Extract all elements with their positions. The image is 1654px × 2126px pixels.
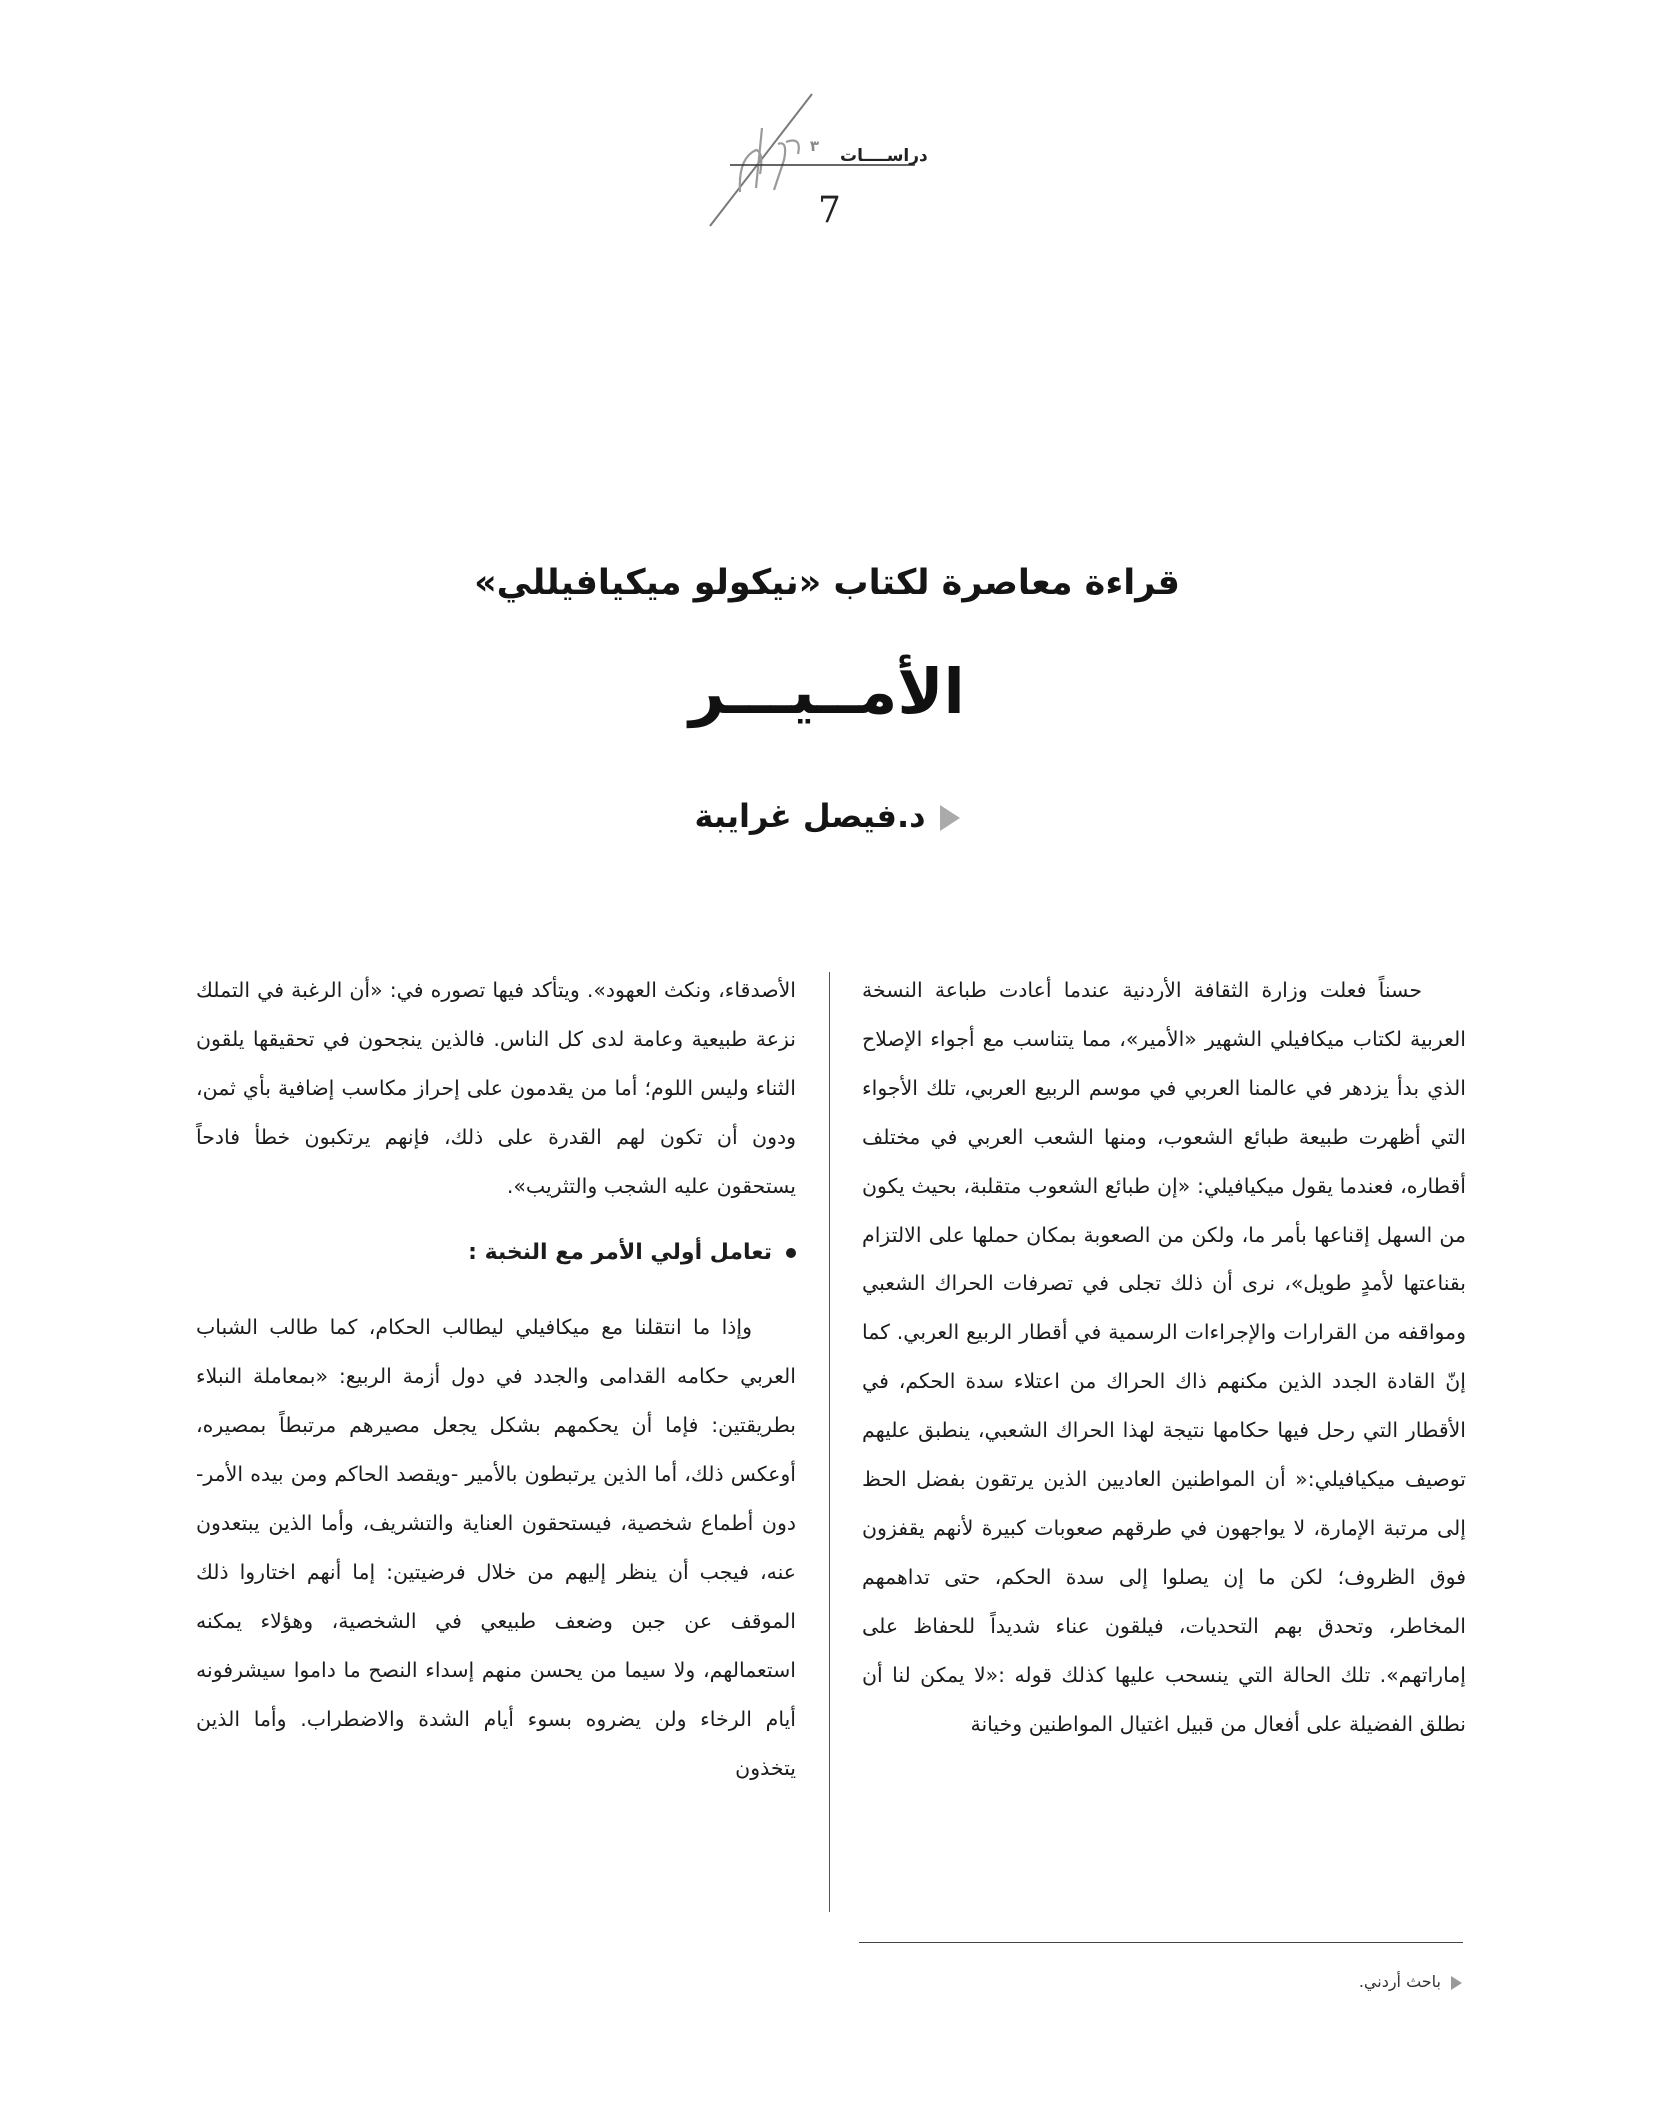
article-title: الأمــيـــر [689,655,965,728]
column-left [196,966,796,1793]
section-heading [196,1229,796,1278]
author-name: د.فيصل غرايبة [694,797,926,835]
page-number: 7 [818,190,841,231]
column-divider [829,972,830,1912]
footnote-rule [859,1942,1463,1943]
bullet-icon [786,1248,796,1258]
triangle-marker-icon [1451,1976,1462,1990]
author-line [0,797,1654,835]
page-header [690,88,990,238]
footnote [1359,1972,1462,1991]
body-paragraph: حسناً فعلت وزارة الثقافة الأردنية عندما أعادت طباعة النسخة العربية لكتاب ميكافيلي الشهير «الأمير»، مما يتناسب مع أجواء الإصلاح الذي بدأ يزدهر في عالمنا العربي في موسم الربيع العربي، تلك الأجواء التي أظهرت طبيعة طبائع الشعوب، ومنها الشعب العربي في مختلف أقطاره، فعندما يقول ميكيافيلي: «إن طبائع الشعوب متقلبة، بحيث يكون من السهل إقناعها بأمر ما، ولكن من الصعوبة بمكان حملها على الالتزام بقناعتها لأمدٍ طويل»، نرى أن ذلك تجلى في تصرفات الحراك الشعبي ومواقفه من القرارات والإجراءات الرسمية في أقطار الربيع العربي. كما إنّ القادة الجدد الذين مكنهم ذاك الحراك من اعتلاء سدة الحكم، في الأقطار التي رحل فيها حكامها نتيجة لهذا الحراك الشعبي، ينطبق عليهم توصيف ميكيافيلي:« أن المواطنين العاديين الذين يرتقون بفضل الحظ إلى مرتبة الإمارة، لا يواجهون في طرقهم صعوبات كبيرة لأنهم يقفزون فوق الظروف؛ لكن ما إن يصلوا إلى سدة الحكم، حتى تداهمهم المخاطر، وتحدق بهم التحديات، فيلقون عناء شديداً للحفاظ على إماراتهم». تلك الحالة التي ينسحب عليها كذلك قوله :«لا يمكن لنا أن نطلق الفضيلة على أفعال من قبيل اغتيال المواطنين وخيانة [862,978,1466,1736]
section-heading-text: تعامل أولي الأمر مع النخبة : [468,1239,772,1265]
section-label: دراســــات [840,146,928,166]
article-subtitle: قراءة معاصرة لكتاب «نيكولو ميكيافيللي» [474,563,1180,603]
footnote-text: باحث أردني. [1358,1972,1441,1991]
triangle-marker-icon [940,805,960,831]
svg-text:٣: ٣ [809,137,819,155]
body-paragraph: الأصدقاء، ونكث العهود». ويتأكد فيها تصوره في: «أن الرغبة في التملك نزعة طبيعية وعامة لدى كل الناس. فالذين ينجحون في تحقيقها يلقون الثناء وليس اللوم؛ أما من يقدمون على إحراز مكاسب إضافية بأي ثمن، ودون أن تكون لهم القدرة على ذلك، فإنهم يرتكبون خطأ فادحاً يستحقون عليه الشجب والتثريب». [196,978,796,1198]
column-right [862,966,1466,1749]
body-paragraph: وإذا ما انتقلنا مع ميكافيلي ليطالب الحكام، كما طالب الشباب العربي حكامه القدامى والجدد في دول أزمة الربيع: «بمعاملة النبلاء بطريقتين: فإما أن يحكمهم بشكل يجعل مصيرهم مرتبطاً بمصيره، أوعكس ذلك، أما الذين يرتبطون بالأمير -ويقصد الحاكم ومن بيده الأمر- دون أطماع شخصية، فيستحقون العناية والتشريف، وأما الذين يبتعدون عنه، فيجب أن ينظر إليهم من خلال فرضيتين: إما أنهم اختاروا ذلك الموقف عن جبن وضعف طبيعي في الشخصية، وهؤلاء يمكنه استعمالهم، ولا سيما من يحسن منهم إسداء النصح ما داموا سيشرفونه أيام الرخاء ولن يضروه بسوء أيام الشدة والاضطراب. وأما الذين يتخذون [196,1315,796,1780]
